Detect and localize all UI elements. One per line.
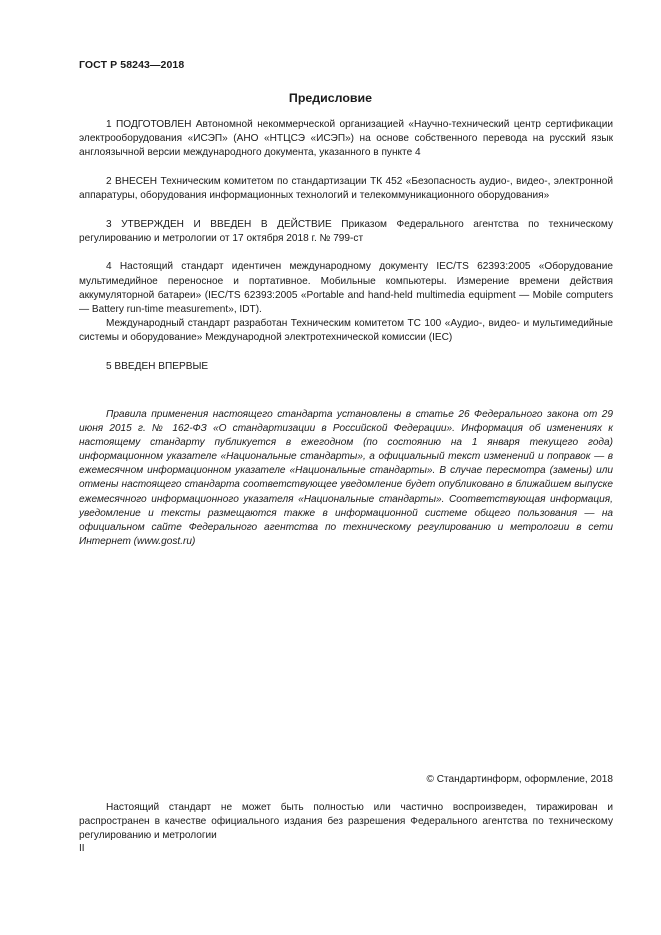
- foreword-body: [79, 118, 613, 374]
- item-first-introduced: 5 ВВЕДЕН ВПЕРВЫЕ: [106, 360, 209, 372]
- page-number: II: [79, 843, 85, 854]
- document-id-header: ГОСТ Р 58243—2018: [79, 59, 185, 71]
- section-title: Предисловие: [288, 91, 373, 105]
- item-prepared: 1 ПОДГОТОВЛЕН Автономной некоммерческой организацией «Научно-технический центр сертификации электрооборудования «ИСЭП» (АНО «НТЦСЭ «ИСЭП») на основе собственного перевода на русский язык англоязычной версии международного документа, указанного в пункте 4: [79, 119, 613, 159]
- item-introduced: 2 ВНЕСЕН Техническим комитетом по стандартизации ТК 452 «Безопасность аудио-, видео-, электронной аппаратуры, оборудования информационных технологий и телекоммуникационного оборудования»: [79, 175, 613, 201]
- rules-notice: Правила применения настоящего стандарта установлены в статье 26 Федерального закона от 29 июня 2015 г. № 162-ФЗ «О стандартизации в Российской Федерации». Информация об изменениях к настоящему стандарту публикуется в ежегодном (по состоянию на 1 января текущего года) информационном указателе «Национальные стандарты», а официальный текст изменений и поправок — в ежемесячном информационном указателе «Национальные стандарты». В случае пересмотра (замены) или отмены настоящего стандарта соответствующее уведомление будет опубликовано в ближайшем выпуске ежемесячного информационного указателя «Национальные стандарты». Соответствующая информация, уведомление и тексты размещаются также в информационной системе общего пользования — на официальном сайте Федерального агентства по техническому регулированию и метрологии в сети Интернет (www.gost.ru): [79, 409, 613, 547]
- copyright-line: © Стандартинформ, оформление, 2018: [426, 774, 613, 785]
- reproduction-notice: Настоящий стандарт не может быть полностью или частично воспроизведен, тиражирован и распространен в качестве официального издания без разрешения Федерального агентства по техническому регулированию и метрологии: [79, 802, 613, 842]
- item-developed-by: Международный стандарт разработан Техническим комитетом ТС 100 «Аудио-, видео- и мультимедийные системы и оборудование» Международной электротехнической комиссии (IEC): [79, 317, 613, 343]
- item-approved: 3 УТВЕРЖДЕН И ВВЕДЕН В ДЕЙСТВИЕ Приказом Федерального агентства по техническому регулированию и метрологии от 17 октября 2018 г. № 799-ст: [79, 218, 613, 244]
- item-identical: 4 Настоящий стандарт идентичен международному документу IEC/TS 62393:2005 «Оборудование мультимедийное переносное и портативное. Мобильные компьютеры. Измерение времени действия аккумуляторной батареи» (IEC/TS 62393:2005 «Portable and hand-held multimedia equipment — Mobile computers — Battery run-time measurement», IDT).: [79, 261, 613, 315]
